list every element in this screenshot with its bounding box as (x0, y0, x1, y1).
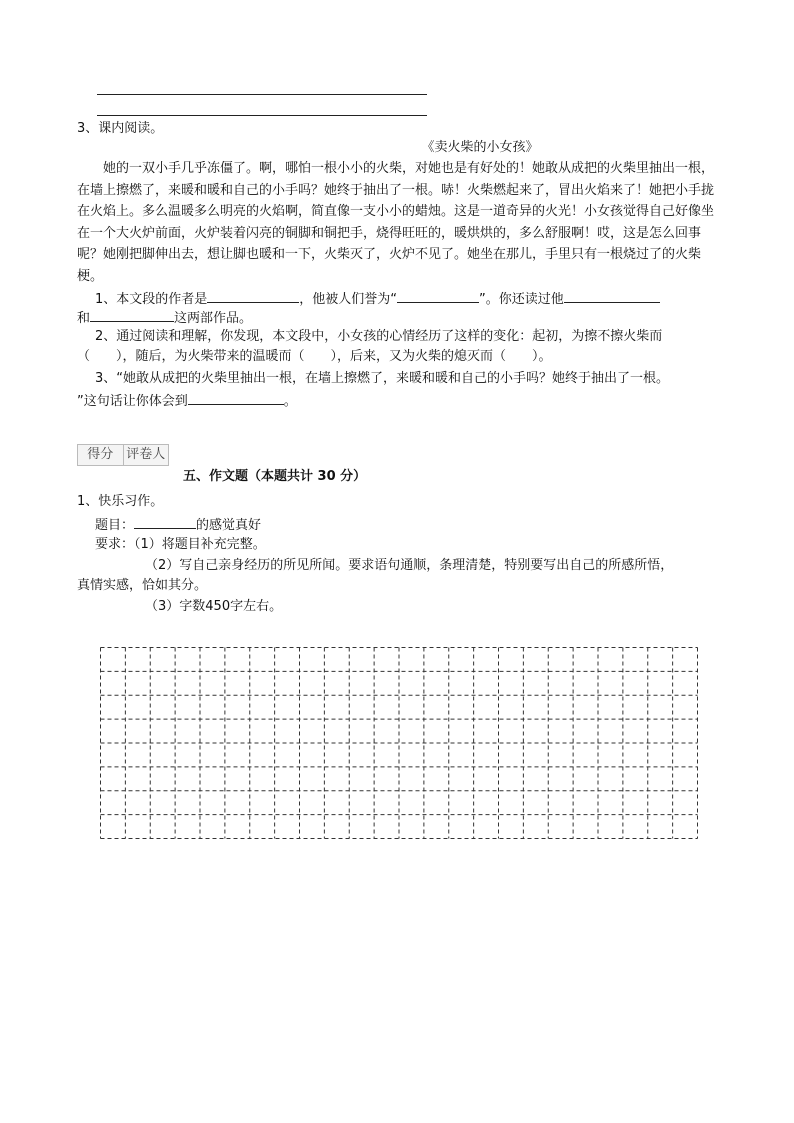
requirement-1: （1）将题目补充完整。 (134, 537, 266, 552)
answer-blank-author[interactable] (207, 287, 299, 303)
sub-question-1-text-c: ”。你还读过他 (479, 292, 564, 307)
sub-question-3-text-c: 。 (283, 394, 297, 409)
question-3-heading: 3、课内阅读。 (77, 121, 164, 136)
requirements-label: 要求： (95, 537, 135, 552)
sub-question-3-text-b: ”这句话让你体会到 (77, 394, 188, 409)
passage-title: 《卖火柴的小女孩》 (421, 140, 539, 155)
answer-blank-work-1[interactable] (564, 287, 660, 303)
essay-topic (95, 513, 261, 536)
passage-text: 她的一双小手几乎冻僵了。啊，哪怕一根小小的火柴，对她也是有好处的！她敢从成把的火柴里抽出一根，在墙上擦燃了，来暖和暖和自己的小手吗？她终于抽出了一根。哧！火柴燃起来了，冒出火焰来了！她把小手拢在火焰上。多么温暖多么明亮的火焰啊，简直像一支小小的蜡烛。这是一道奇异的火光！小女孩觉得自己好像坐在一个大火炉前面，火炉装着闪亮的铜脚和铜把手，烧得旺旺的，暖烘烘的，多么舒服啊！哎，这是怎么回事呢？她刚把脚伸出去，想让脚也暖和一下，火柴灭了，火炉不见了。她坐在那儿，手里只有一根烧过了的火柴梗。 (77, 161, 715, 284)
sub-question-2-line-1: 2、通过阅读和理解，你发现，本文段中，小女孩的心情经历了这样的变化：起初，为擦不擦火柴而 (95, 329, 663, 344)
sub-question-1-line-2 (77, 306, 252, 329)
sub-question-1-text-a: 1、本文段的作者是 (95, 292, 208, 307)
sub-question-3-line-1: 3、“她敢从成把的火柴里抽出一根，在墙上擦燃了，来暖和暖和自己的小手吗？她终于抽出了一根。 (95, 371, 670, 386)
reading-passage (77, 158, 722, 287)
sub-question-3-line-2 (77, 389, 297, 412)
requirement-3: （3）字数450字左右。 (145, 599, 283, 614)
requirement-2-line-2: 真情实感，恰如其分。 (77, 578, 208, 593)
sub-question-1-text-e: 这两部作品。 (174, 311, 253, 326)
answer-blank-feeling[interactable] (188, 389, 284, 405)
writing-grid[interactable] (99, 646, 699, 840)
answer-line (97, 115, 427, 116)
section-5-title: 五、作文题（本题共计 30 分） (183, 469, 367, 484)
answer-blank-topic[interactable] (134, 513, 196, 529)
requirements-line-1 (95, 535, 266, 555)
answer-line (97, 94, 427, 95)
sub-question-1-text-b: ，他被人们誉为“ (299, 292, 398, 307)
requirement-2-line-1: （2）写自己亲身经历的所见所闻。要求语句通顺，条理清楚，特别要写出自己的所感所悟， (145, 558, 674, 573)
answer-blank-work-2[interactable] (90, 306, 174, 322)
sub-question-2-line-2: （ ），随后，为火柴带来的温暖而（ ），后来，又为火柴的熄灭而（ ）。 (77, 349, 552, 364)
answer-blank-title[interactable] (397, 287, 479, 303)
section-5-question-1: 1、快乐习作。 (77, 494, 164, 509)
sub-question-1-text-d: 和 (77, 311, 91, 326)
topic-prefix: 题目： (95, 518, 135, 533)
topic-suffix: 的感觉真好 (196, 518, 262, 533)
score-label: 得分 (87, 447, 114, 462)
score-box (77, 444, 169, 466)
grader-label: 评卷人 (123, 445, 169, 465)
